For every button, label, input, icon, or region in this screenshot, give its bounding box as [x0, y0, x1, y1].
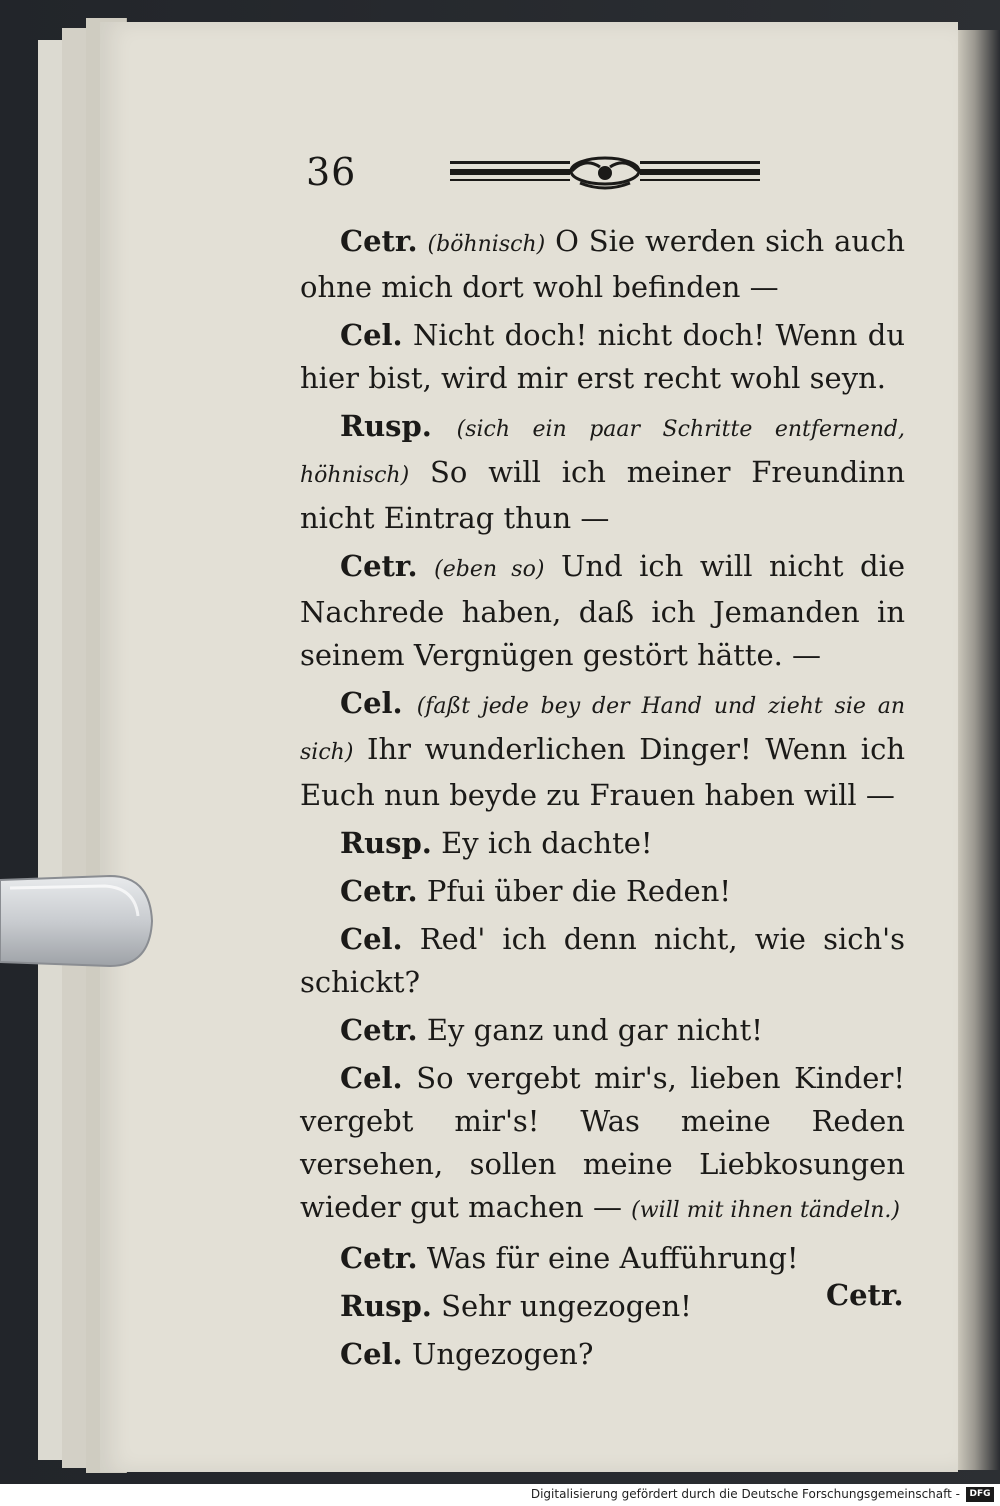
- speaker-name: Cetr.: [340, 549, 418, 583]
- dialogue-text: Ungezogen?: [411, 1337, 594, 1371]
- speaker-name: Cetr.: [340, 224, 418, 258]
- dialogue-text: Red' ich denn nicht, wie sich's schickt?: [300, 922, 905, 999]
- stage-direction: (will mit ihnen tändeln.): [631, 1198, 900, 1223]
- dialogue-text: Ihr wunderlichen Dinger! Wenn ich Euch nun beyde zu Frauen haben will —: [300, 732, 906, 812]
- dialogue-paragraph: [300, 1009, 905, 1052]
- speaker-name: Cel.: [340, 1061, 403, 1095]
- dialogue-paragraph: [300, 1057, 905, 1232]
- dialogue-text: Und ich will nicht die Nachrede haben, daß ich Jemanden in seinem Vergnügen gestört hätte. —: [300, 549, 906, 672]
- dialogue-text: Ey ganz und gar nicht!: [426, 1013, 763, 1047]
- speaker-name: Cetr.: [340, 1013, 418, 1047]
- stage-direction: (faßt jede bey der Hand und zieht sie an sich): [300, 694, 905, 765]
- dialogue-paragraph: [300, 918, 905, 1004]
- footer-credit: Digitalisierung gefördert durch die Deutsche Forschungsgemeinschaft -: [530, 1487, 960, 1501]
- page-number: 36: [306, 150, 357, 194]
- dialogue-paragraph: [300, 314, 905, 400]
- dialogue-paragraph: [300, 220, 905, 309]
- speaker-name: Rusp.: [340, 409, 432, 443]
- speaker-name: Cetr.: [340, 874, 418, 908]
- speaker-name: Cel.: [340, 318, 403, 352]
- speaker-name: Rusp.: [340, 826, 432, 860]
- page-text: [300, 220, 905, 1376]
- book-gutter: [958, 30, 1000, 1470]
- stage-direction: (sich ein paar Schritte entfernend, höhnisch): [300, 417, 905, 488]
- dialogue-paragraph: [300, 822, 905, 865]
- ornament-rule-icon: [450, 155, 760, 195]
- catchword: Cetr.: [826, 1278, 904, 1312]
- speaker-name: Cel.: [340, 686, 403, 720]
- stage-direction: (böhnisch): [427, 232, 546, 257]
- dialogue-text: O Sie werden sich auch ohne mich dort wohl befinden —: [300, 224, 906, 304]
- speaker-name: Rusp.: [340, 1289, 432, 1323]
- dialogue-paragraph: [300, 1237, 905, 1280]
- dialogue-paragraph: [300, 1333, 905, 1376]
- speaker-name: Cel.: [340, 922, 403, 956]
- dialogue-text: Pfui über die Reden!: [426, 874, 732, 908]
- dialogue-text: So vergebt mir's, lieben Kinder! vergebt mir's! Was meine Reden versehen, sollen meine Liebkosungen wieder gut machen —: [300, 1061, 905, 1224]
- dfg-logo: DFG: [966, 1487, 994, 1502]
- dialogue-text: Ey ich dachte!: [441, 826, 653, 860]
- footer-bar: [0, 1484, 1000, 1506]
- dialogue-paragraph: [300, 405, 905, 540]
- dialogue-text: Nicht doch! nicht doch! Wenn du hier bist, wird mir erst recht wohl seyn.: [300, 318, 906, 395]
- dialogue-paragraph: [300, 545, 905, 677]
- dialogue-text: So will ich meiner Freundinn nicht Eintrag thun —: [300, 455, 906, 535]
- speaker-name: Cel.: [340, 1337, 403, 1371]
- dialogue-paragraph: [300, 682, 905, 817]
- dialogue-paragraph: [300, 870, 905, 913]
- dialogue-text: Sehr ungezogen!: [441, 1289, 692, 1323]
- speaker-name: Cetr.: [340, 1241, 418, 1275]
- dialogue-text: Was für eine Aufführung!: [426, 1241, 799, 1275]
- stage-direction: (eben so): [434, 557, 545, 582]
- dialogue-paragraph: [300, 1285, 905, 1328]
- page-clip-icon: [0, 866, 155, 976]
